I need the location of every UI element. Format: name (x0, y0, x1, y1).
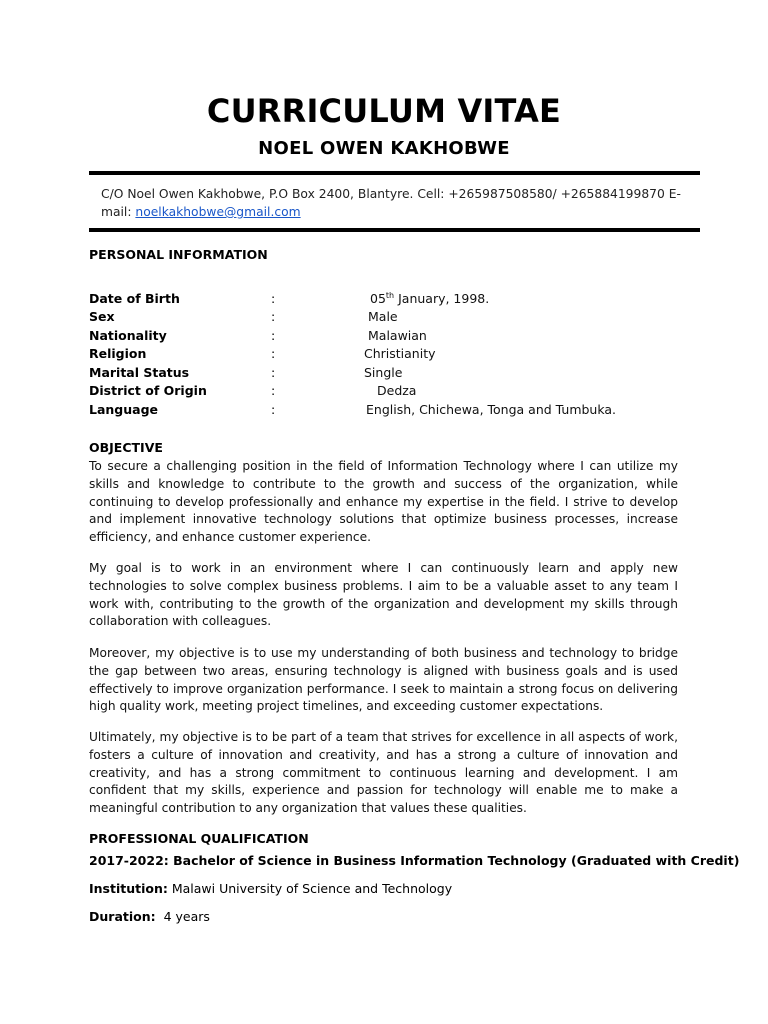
duration-line (89, 909, 210, 924)
info-row-religion (89, 346, 689, 364)
institution-line (89, 881, 452, 896)
contact-block (101, 185, 681, 221)
info-value: Male (368, 309, 398, 324)
info-value: Christianity (364, 346, 436, 361)
info-label: Sex (89, 309, 115, 324)
info-row-district (89, 383, 689, 401)
objective-paragraph: Ultimately, my objective is to be part of a team that strives for excellence in all aspects of work, fosters a culture of innovation and creativity, and has a strong a culture of innovation and creativity, and has a strong commitment to continuous learning and development. I am confident that my skills, experience and passion for technology will enable me to make a meaningful contribution to any organization that values these qualities. (89, 730, 678, 816)
degree-line: 2017-2022: Bachelor of Science in Business Information Technology (Graduated with Credit) (89, 853, 740, 868)
info-separator: : (271, 402, 276, 417)
info-value: Malawian (368, 328, 427, 343)
info-label: District of Origin (89, 383, 207, 398)
objective-paragraph: Moreover, my objective is to use my understanding of both business and technology to bridge the gap between two areas, ensuring technology is aligned with business goals and is used effectively to improve organization performance. I seek to maintain a strong focus on delivering high quality work, meeting project timelines, and exceeding customer expectations. (89, 646, 678, 714)
document-title: CURRICULUM VITAE (206, 92, 562, 130)
info-row-dob (89, 291, 689, 309)
duration-label: Duration: (89, 909, 156, 924)
institution-value: Malawi University of Science and Technology (167, 881, 453, 896)
duration-value: 4 years (155, 909, 210, 924)
info-separator: : (271, 365, 276, 380)
info-value: Single (364, 365, 403, 380)
qualification-heading: PROFESSIONAL QUALIFICATION (89, 831, 309, 846)
contact-text: C/O Noel Owen Kakhobwe, P.O Box 2400, Blantyre. Cell: +265987508580/ +265884199870 E-mail: (101, 187, 681, 219)
objective-heading: OBJECTIVE (89, 440, 163, 455)
info-row-marital-status (89, 365, 689, 383)
email-link[interactable]: noelkakhobwe@gmail.com (135, 205, 301, 219)
info-label: Religion (89, 346, 147, 361)
info-separator: : (271, 328, 276, 343)
info-row-language (89, 402, 689, 420)
info-label: Date of Birth (89, 291, 180, 306)
header-bottom-rule (89, 228, 700, 232)
info-separator: : (271, 291, 276, 306)
info-separator: : (271, 383, 276, 398)
info-value: 05th January, 1998. (370, 290, 490, 306)
info-separator: : (271, 346, 276, 361)
info-label: Language (89, 402, 159, 417)
candidate-name: NOEL OWEN KAKHOBWE (258, 138, 510, 159)
personal-info-heading: PERSONAL INFORMATION (89, 247, 268, 262)
header-top-rule (89, 171, 700, 175)
institution-label: Institution: (89, 881, 168, 896)
info-value: English, Chichewa, Tonga and Tumbuka. (366, 402, 617, 417)
info-separator: : (271, 309, 276, 324)
objective-paragraph: To secure a challenging position in the field of Information Technology where I can utilize my skills and knowledge to contribute to the growth and success of the organization, while continuing to develop professionally and enhance my expertise in the field. I strive to develop and implement innovative technology solutions that optimize business processes, increase efficiency, and enhance customer experience. (89, 459, 678, 545)
info-row-sex (89, 309, 689, 327)
info-label: Marital Status (89, 365, 190, 380)
info-label: Nationality (89, 328, 167, 343)
info-row-nationality (89, 328, 689, 346)
objective-paragraph: My goal is to work in an environment where I can continuously learn and apply new technologies to solve complex business problems. I aim to be a valuable asset to any team I work with, contributing to the growth of the organization and development my skills through collaboration with colleagues. (89, 561, 678, 629)
info-value: Dedza (377, 383, 417, 398)
